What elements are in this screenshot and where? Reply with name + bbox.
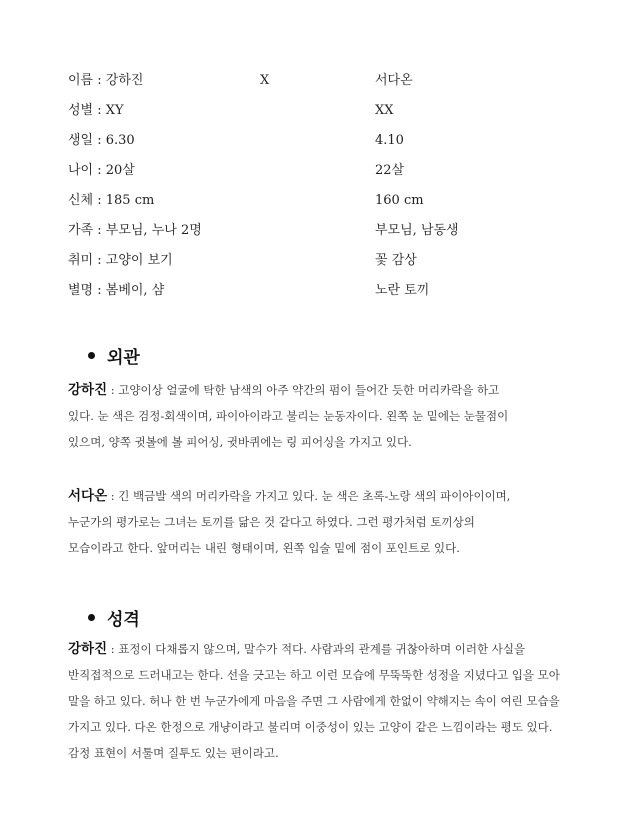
appearance-heading [88,343,140,368]
seo-nickname-field: 노란 토끼 [375,283,430,298]
personality-heading-text: 성격 [107,610,140,630]
paragraph-line [68,636,558,662]
kang-gender-field: 성별 : XY [68,103,124,118]
seo-gender-field: XX [375,103,394,118]
kang-height-field: 신체 : 185 cm [68,193,155,208]
versus-mark: X [260,73,270,88]
paragraph-text: : 긴 백금발 색의 머리카락을 가지고 있다. 눈 색은 초록-노랑 색의 파이아이이며, [107,489,511,503]
paragraph-line [68,377,558,403]
kang-nickname-field: 별명 : 봄베이, 샴 [68,283,165,298]
profile-row-nickname [68,280,568,310]
paragraph-line [68,483,558,509]
kang-age-field: 나이 : 20살 [68,163,135,178]
seo-family-field: 부모님, 남동생 [375,223,459,238]
seo-name-field: 서다온 [375,73,413,88]
kang-hobby-field: 취미 : 고양이 보기 [68,253,173,268]
appearance-heading-text: 외관 [107,348,140,368]
paragraph-text: : 고양이상 얼굴에 탁한 남색의 아주 약간의 펌이 들어간 듯한 머리카락을 하고 [107,383,500,397]
character-name: 서다온 [68,488,108,504]
character-name: 강하진 [68,641,108,657]
seo-birthday-field: 4.10 [375,133,404,148]
personality-kang-paragraph [68,636,558,766]
bullet-icon [88,614,95,621]
kang-family-field: 가족 : 부모님, 누나 2명 [68,223,202,238]
seo-hobby-field: 꽃 감상 [375,253,417,268]
character-name: 강하진 [68,382,108,398]
paragraph-line: 모습이라고 한다. 앞머리는 내린 형태이며, 왼쪽 입술 밑에 점이 포인트로 있다. [68,541,460,555]
profile-row-hobby [68,250,568,280]
paragraph-line: 감정 표현이 서툴며 질투도 있는 편이라고. [68,746,279,760]
profile-row-age [68,160,568,190]
profile-row-name [68,70,568,100]
profile-row-family [68,220,568,250]
profile-table [68,70,568,310]
profile-row-gender [68,100,568,130]
seo-height-field: 160 cm [375,193,424,208]
profile-row-birthday [68,130,568,160]
kang-name-field: 이름 : 강하진 [68,73,144,88]
profile-row-height [68,190,568,220]
bullet-icon [88,352,95,359]
paragraph-text: : 표정이 다채롭지 않으며, 말수가 적다. 사람과의 관계를 귀찮아하며 이러한 사실을 [107,642,526,656]
paragraph-line: 반직접적으로 드러내고는 한다. 선을 긋고는 하고 이런 모습에 무뚝뚝한 성정을 지녔다고 입을 모아 [68,668,560,682]
personality-heading [88,605,140,630]
paragraph-line: 말을 하고 있다. 허나 한 번 누군가에게 마음을 주면 그 사람에게 한없이 약해지는 속이 여린 모습을 [68,694,560,708]
appearance-seo-paragraph [68,483,558,561]
appearance-kang-paragraph [68,377,558,455]
seo-age-field: 22살 [375,163,405,178]
paragraph-line: 누군가의 평가로는 그녀는 토끼를 닮은 것 같다고 하였다. 그런 평가처럼 토끼상의 [68,515,475,529]
kang-birthday-field: 생일 : 6.30 [68,133,135,148]
paragraph-line: 가지고 있다. 다온 한정으로 개냥이라고 불리며 이중성이 있는 고양이 같은 느낌이라는 평도 있다. [68,720,553,734]
paragraph-line: 있다. 눈 색은 검정-회색이며, 파이아이라고 불리는 눈동자이다. 왼쪽 눈 밑에는 눈물점이 [68,409,509,423]
paragraph-line: 있으며, 양쪽 귓볼에 볼 피어싱, 귓바퀴에는 링 피어싱을 가지고 있다. [68,435,412,449]
